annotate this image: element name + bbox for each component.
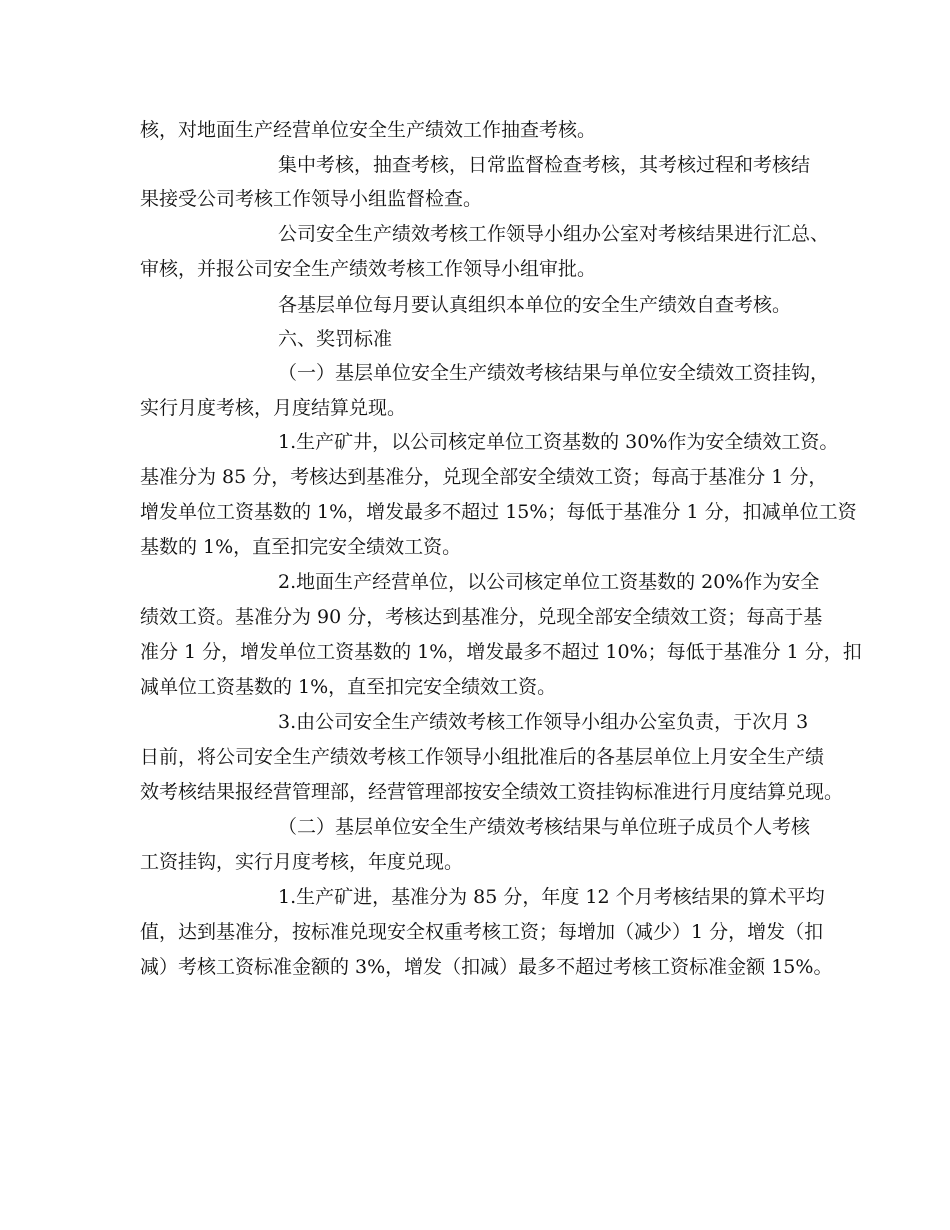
text-line: 绩效工资。基准分为 90 分，考核达到基准分，兑现全部安全绩效工资；每高于基 (140, 606, 823, 628)
text-line: 集中考核，抽查考核，日常监督检查考核，其考核过程和考核结 (278, 154, 811, 176)
text-line: 减单位工资基数的 1%，直至扣完安全绩效工资。 (140, 676, 557, 698)
text-line: 审核，并报公司安全生产绩效考核工作领导小组审批。 (140, 258, 597, 280)
text-line: 3.由公司安全生产绩效考核工作领导小组办公室负责，于次月 3 (278, 711, 809, 733)
text-line: （一）基层单位安全生产绩效考核结果与单位安全绩效工资挂钩， (278, 362, 830, 384)
text-line: 减）考核工资标准金额的 3%，增发（扣减）最多不超过考核工资标准金额 15%。 (140, 956, 833, 978)
text-line: 1.生产矿井，以公司核定单位工资基数的 30%作为安全绩效工资。 (278, 431, 839, 453)
text-line: 基数的 1%，直至扣完安全绩效工资。 (140, 536, 462, 558)
text-line: （二）基层单位安全生产绩效考核结果与单位班子成员个人考核 (278, 816, 811, 838)
text-line: 1.生产矿进，基准分为 85 分，年度 12 个月考核结果的算术平均 (278, 886, 825, 908)
text-line: 准分 1 分，增发单位工资基数的 1%，增发最多不超过 10%；每低于基准分 1 分，扣 (140, 641, 862, 663)
text-line: 值，达到基准分，按标准兑现安全权重考核工资；每增加（减少）1 分，增发（扣 (140, 921, 824, 943)
text-line: 效考核结果报经营管理部，经营管理部按安全绩效工资挂钩标准进行月度结算兑现。 (140, 781, 844, 803)
section-heading: 六、奖罚标准 (278, 328, 393, 350)
text-line: 基准分为 85 分，考核达到基准分，兑现全部安全绩效工资；每高于基准分 1 分， (140, 466, 828, 488)
text-line: 日前，将公司安全生产绩效考核工作领导小组批准后的各基层单位上月安全生产绩 (140, 746, 825, 768)
text-line: 工资挂钩，实行月度考核，年度兑现。 (140, 851, 464, 873)
text-line: 核，对地面生产经营单位安全生产绩效工作抽查考核。 (140, 119, 597, 141)
text-line: 各基层单位每月要认真组织本单位的安全生产绩效自查考核。 (278, 294, 792, 316)
text-line: 增发单位工资基数的 1%，增发最多不超过 15%；每低于基准分 1 分，扣减单位工资 (140, 501, 857, 523)
text-line: 实行月度考核，月度结算兑现。 (140, 397, 407, 419)
text-line: 公司安全生产绩效考核工作领导小组办公室对考核结果进行汇总、 (278, 223, 830, 245)
text-line: 2.地面生产经营单位，以公司核定单位工资基数的 20%作为安全 (278, 571, 820, 593)
text-line: 果接受公司考核工作领导小组监督检查。 (140, 188, 483, 210)
